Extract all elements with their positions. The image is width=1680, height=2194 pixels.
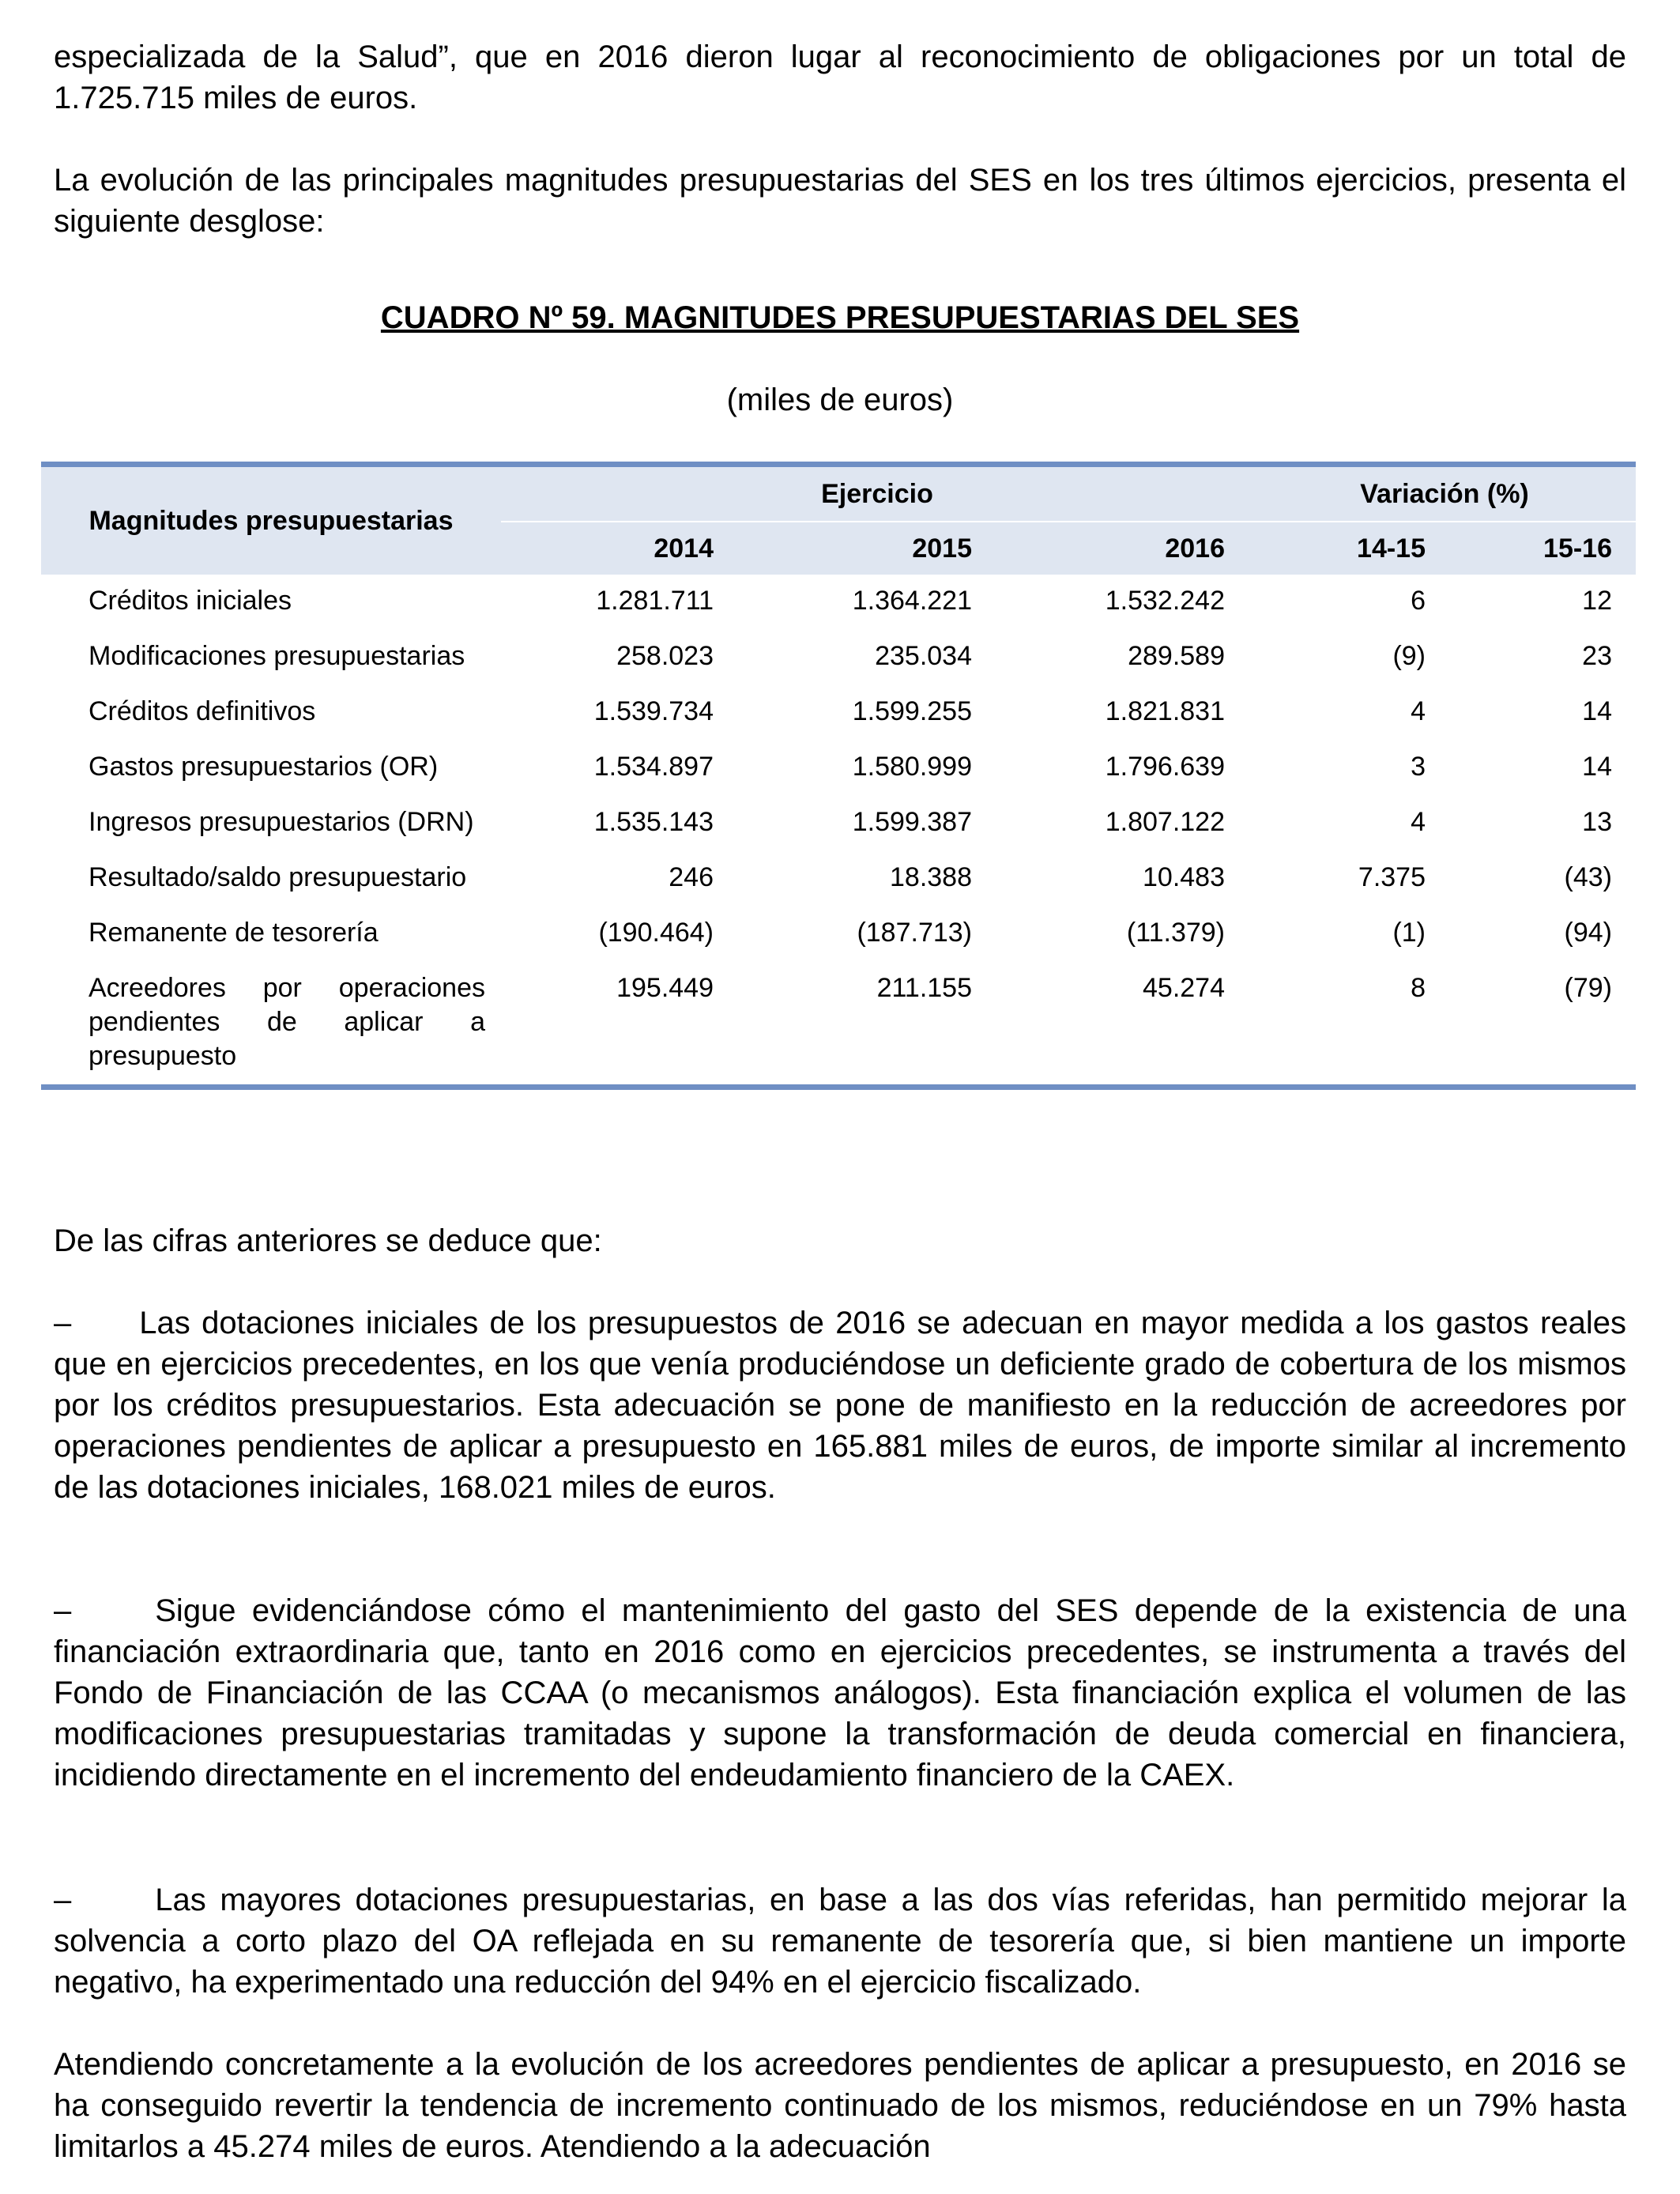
cell-var-15-16: 13 <box>1582 807 1612 837</box>
cell-2014: 1.534.897 <box>593 752 714 782</box>
bullet-2 <box>54 1590 1626 1796</box>
header-year-2015: 2015 <box>742 522 1000 575</box>
cell-var-14-15: (1) <box>1392 918 1426 948</box>
row-label: Gastos presupuestarios (OR) <box>89 752 439 782</box>
row-label: Créditos definitivos <box>89 696 316 726</box>
cell-var-14-15: 8 <box>1411 973 1426 1003</box>
budget-table-grid <box>41 467 1636 1084</box>
cell-2015: 1.599.387 <box>852 807 972 837</box>
row-label: Créditos iniciales <box>89 586 292 616</box>
header-magnitudes: Magnitudes presupuestarias <box>41 467 501 575</box>
cell-2014: 246 <box>669 862 714 892</box>
bullet-dash: – <box>54 1306 72 1340</box>
bullet-dash: – <box>54 1593 72 1628</box>
table-row <box>41 797 1636 853</box>
table-subtitle: (miles de euros) <box>726 383 954 417</box>
table-row <box>41 963 1636 1084</box>
cell-2016: 1.821.831 <box>1105 696 1225 726</box>
header-var-14-15: 14-15 <box>1253 522 1449 575</box>
cell-2015: (187.713) <box>857 918 972 948</box>
cell-2016: 1.532.242 <box>1105 586 1225 616</box>
header-year-2016: 2016 <box>1000 522 1253 575</box>
table-row <box>41 631 1636 687</box>
bullet-1-text: Las dotaciones iniciales de los presupuestos de 2016 se adecuan en mayor medida a los gastos reales que en ejercicios precedentes, en los que venía produciéndose un deficiente grado de cobertura de los mismos por los créditos presupuestarios. Esta adecuación se pone de manifiesto en la reducción de acreedores por operaciones pendientes de aplicar a presupuesto en 165.881 miles de euros, de importe similar al incremento de las dotaciones iniciales, 168.021 miles de euros. <box>54 1306 1626 1505</box>
row-label: Resultado/saldo presupuestario <box>89 862 467 892</box>
cell-2016: 10.483 <box>1143 862 1225 892</box>
closing-paragraph: Atendiendo concretamente a la evolución de los acreedores pendientes de aplicar a presupuesto, en 2016 se ha conseguido revertir la tendencia de incremento continuado de los mismos, reduciéndose en un 79% hasta limitarlos a 45.274 miles de euros. Atendiendo a la adecuación <box>54 2047 1626 2164</box>
cell-2016: 45.274 <box>1143 973 1225 1003</box>
cell-2014: 1.539.734 <box>593 696 714 726</box>
cell-var-15-16: 14 <box>1582 752 1612 782</box>
cell-var-15-16: (94) <box>1564 918 1612 948</box>
cell-var-14-15: 4 <box>1411 696 1426 726</box>
table-row <box>41 687 1636 742</box>
table-row <box>41 853 1636 908</box>
header-ejercicio: Ejercicio <box>501 467 1253 522</box>
cell-2014: 195.449 <box>616 973 714 1003</box>
cell-2014: 258.023 <box>616 641 714 671</box>
bullet-dash: – <box>54 1883 72 1917</box>
cell-2016: 289.589 <box>1128 641 1225 671</box>
bullet-2-text: Sigue evidenciándose cómo el mantenimiento del gasto del SES depende de la existencia de una financiación extraordinaria que, tanto en 2016 como en ejercicios precedentes, se instrumenta a través del Fondo de Financiación de las CCAA (o mecanismos análogos). Esta financiación explica el volumen de las modificaciones presupuestarias tramitadas y supone la transformación de deuda comercial en financiera, incidiendo directamente en el incremento del endeudamiento financiero de la CAEX. <box>54 1593 1626 1793</box>
intro-paragraph-1: especializada de la Salud”, que en 2016 dieron lugar al reconocimiento de obligaciones por un total de 1.725.715 miles de euros. <box>54 40 1626 115</box>
cell-var-15-16: 12 <box>1582 586 1612 616</box>
header-variacion: Variación (%) <box>1253 467 1636 522</box>
table-row <box>41 908 1636 963</box>
header-year-2014: 2014 <box>501 522 742 575</box>
cell-var-14-15: 6 <box>1411 586 1426 616</box>
row-label: Remanente de tesorería <box>89 918 379 948</box>
cell-var-14-15: 4 <box>1411 807 1426 837</box>
cell-2014: 1.535.143 <box>593 807 714 837</box>
cell-var-15-16: 23 <box>1582 641 1612 671</box>
cell-2015: 1.599.255 <box>852 696 972 726</box>
cell-2016: (11.379) <box>1126 918 1225 948</box>
intro-paragraph-2: La evolución de las principales magnitudes presupuestarias del SES en los tres últimos ejercicios, presenta el siguiente desglose: <box>54 163 1626 239</box>
table-top-rule <box>41 462 1636 467</box>
cell-2015: 18.388 <box>890 862 972 892</box>
bullet-3-text: Las mayores dotaciones presupuestarias, en base a las dos vías referidas, han permitido mejorar la solvencia a corto plazo del OA reflejada en su remanente de tesorería que, si bien mantiene un importe negativo, ha experimentado una reducción del 94% en el ejercicio fiscalizado. <box>54 1883 1626 2000</box>
cell-2015: 211.155 <box>876 973 972 1003</box>
table-row <box>41 575 1636 631</box>
table-title: CUADRO Nº 59. MAGNITUDES PRESUPUESTARIAS DEL SES <box>380 300 1300 335</box>
row-label: Ingresos presupuestarios (DRN) <box>89 807 474 837</box>
table-bottom-rule <box>41 1084 1636 1090</box>
body-lead: De las cifras anteriores se deduce que: <box>54 1223 602 1258</box>
row-label: Modificaciones presupuestarias <box>89 641 465 671</box>
bullet-3 <box>54 1879 1626 2003</box>
cell-var-14-15: 3 <box>1411 752 1426 782</box>
cell-var-14-15: 7.375 <box>1358 862 1426 892</box>
cell-var-15-16: (79) <box>1564 973 1612 1003</box>
cell-2014: (190.464) <box>598 918 714 948</box>
cell-var-14-15: (9) <box>1392 641 1426 671</box>
cell-var-15-16: 14 <box>1582 696 1612 726</box>
cell-2014: 1.281.711 <box>596 586 714 616</box>
table-row <box>41 742 1636 797</box>
cell-2016: 1.796.639 <box>1105 752 1225 782</box>
bullet-1 <box>54 1302 1626 1508</box>
cell-2015: 1.364.221 <box>852 586 972 616</box>
cell-2016: 1.807.122 <box>1105 807 1225 837</box>
cell-2015: 235.034 <box>875 641 972 671</box>
cell-var-15-16: (43) <box>1564 862 1612 892</box>
cell-2015: 1.580.999 <box>852 752 972 782</box>
budget-table <box>41 462 1636 1090</box>
header-var-15-16: 15-16 <box>1449 522 1636 575</box>
row-label: Acreedores por operaciones pendientes de aplicar a presupuesto <box>89 973 485 1071</box>
